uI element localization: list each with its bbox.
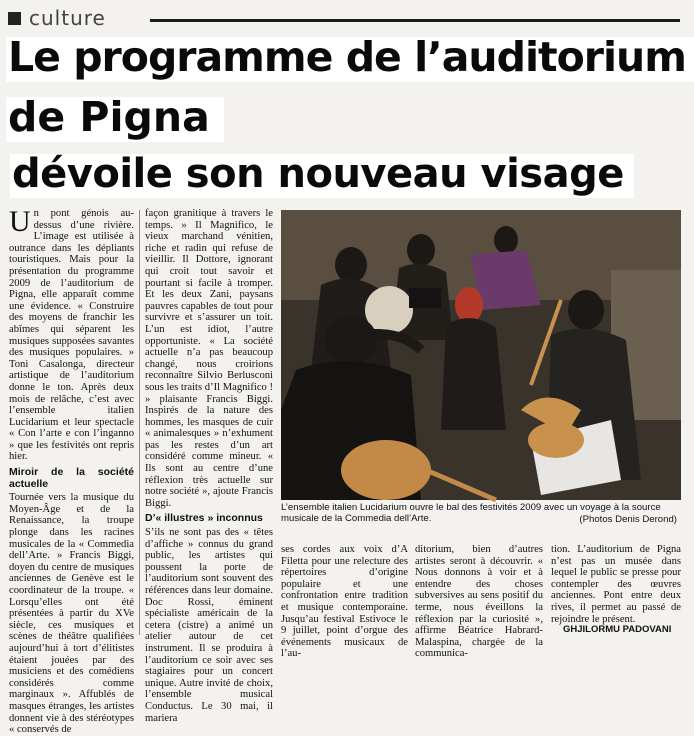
paragraph: ditorium, bien d’autres artistes seront à découvrir. « Nous donnons à voir et à entendre des choses subversives au sens positif du terme, nous éveillons la réflexion par la curiosité », affirme Béatrice Habrard-Malaspina, chargée de la communica- <box>415 544 543 660</box>
musicians-photo-illustration <box>281 210 681 500</box>
headline-line-1: Le programme de l’auditorium <box>6 37 694 82</box>
paragraph: Tournée vers la musique du Moyen-Âge et de la Renaissance, la troupe plonge dans les racines musicales de la « Commedia dell’Arte. » Francis Biggi, doyen du centre de musiques anciennes de Genève est le coordinateur de la troupe. « Lorsqu’elles ont été présentées à partir du XVe siècle, ces musiques et scènes de théâtre qualifiées aujourd’hui à tort d’élitistes étaient jouées par des musiciens et des comédiens considérés comme marginaux ». Affublés de masques étranges, les artistes donnent vie à des stéréotypes « conservés de <box>9 492 134 736</box>
subheading: Miroir de la société actuelle <box>9 466 134 490</box>
article-column-1 <box>9 205 134 736</box>
photo-credit: (Photos Denis Derond) <box>579 514 677 525</box>
article-column-2 <box>145 208 273 724</box>
headline-line-3: dévoile son nouveau visage <box>10 154 634 198</box>
subheading: D’« illustres » inconnus <box>145 512 263 525</box>
article-photo <box>281 210 681 500</box>
article-column-5 <box>551 544 681 624</box>
paragraph: n pont génois au-dessus d’une rivière. L’image est utilisée à outrance dans les dépliants touristiques. Mais pour la présentation du programme 2009 de l’auditorium de Pigna, elle apparaît comme une évidence. « Construire des moyens de franchir les abîmes qui séparent les musiques supposées savantes des musiques populaires. » Toni Casalonga, directeur artistique de l’auditorium donne le ton. Après deux mois de relâche, c’est avec l’ensemble italien Lucidarium et leur spectacle « Con l’arte e con l’inganno » que les festivités ont repris hier. <box>9 208 134 463</box>
caption-text: L’ensemble italien Lucidarium ouvre le bal des festivités 2009 avec un voyage à la source musicale de la Commedia dell’Arte. <box>281 502 661 524</box>
section-rule <box>150 19 680 22</box>
article-column-3 <box>281 544 408 660</box>
photo-caption <box>281 502 681 532</box>
article-column-4 <box>415 544 543 660</box>
column-divider <box>139 210 140 635</box>
paragraph: tion. L’auditorium de Pigna n’est pas un musée dans lequel le public se presse pour contempler des œuvres anciennes. Pont entre deux rives, il permet au passé de rejoindre le présent. <box>551 544 681 625</box>
drop-cap: U <box>9 205 31 238</box>
section-label: culture <box>29 6 106 30</box>
paragraph: façon granitique à travers le temps. » Il Magnifico, le vieux marchand vénitien, riche et radin qui refuse de vieillir. Il Dottore, ignorant qui croit tout savoir et pourtant si facile à tromper. Et les deux Zani, paysans pauvres capables de tout pour survivre et s’assurer un toit. L’un est idiot, l’autre opportuniste. « La société actuelle n’a pas beaucoup changé, nous croirions reconnaître Silvio Berlusconi sous les traits d’Il Magnifico ! » plaisante Francis Biggi. Inspirés de la nature des hommes, les masques de cuir « animalesques » n’exhument pas les restes d’un art considéré comme mineur. « Ils sont au centre d’une réflexion très actuelle sur notre société », ajoute Francis Biggi. <box>145 208 273 509</box>
headline-line-2: de Pigna <box>6 97 224 142</box>
paragraph: S’ils ne sont pas des « têtes d’affiche » connus du grand public, les artistes qui poussent la porte de l’auditorium sont souvent des références dans leur domaine. Doc Rossi, éminent spécialiste américain de la cetera (cistre) a animé un atelier autour de cet instrument. Il se produira à l’auditorium ce soir avec ses stagiaires pour un concert unique. Autre invité de choix, l’ensemble musical Conductus. Le 30 mai, il mariera <box>145 527 273 724</box>
author-signature: GHJILORMU PADOVANI <box>563 624 672 635</box>
paragraph: ses cordes aux voix d’A Filetta pour une relecture des répertoires d’origine populaire et une confrontation entre tradition et musique contemporaine. Jusqu’au festival Estivoce le 9 juillet, point d’orgue des événements musicaux de l’au- <box>281 544 408 660</box>
